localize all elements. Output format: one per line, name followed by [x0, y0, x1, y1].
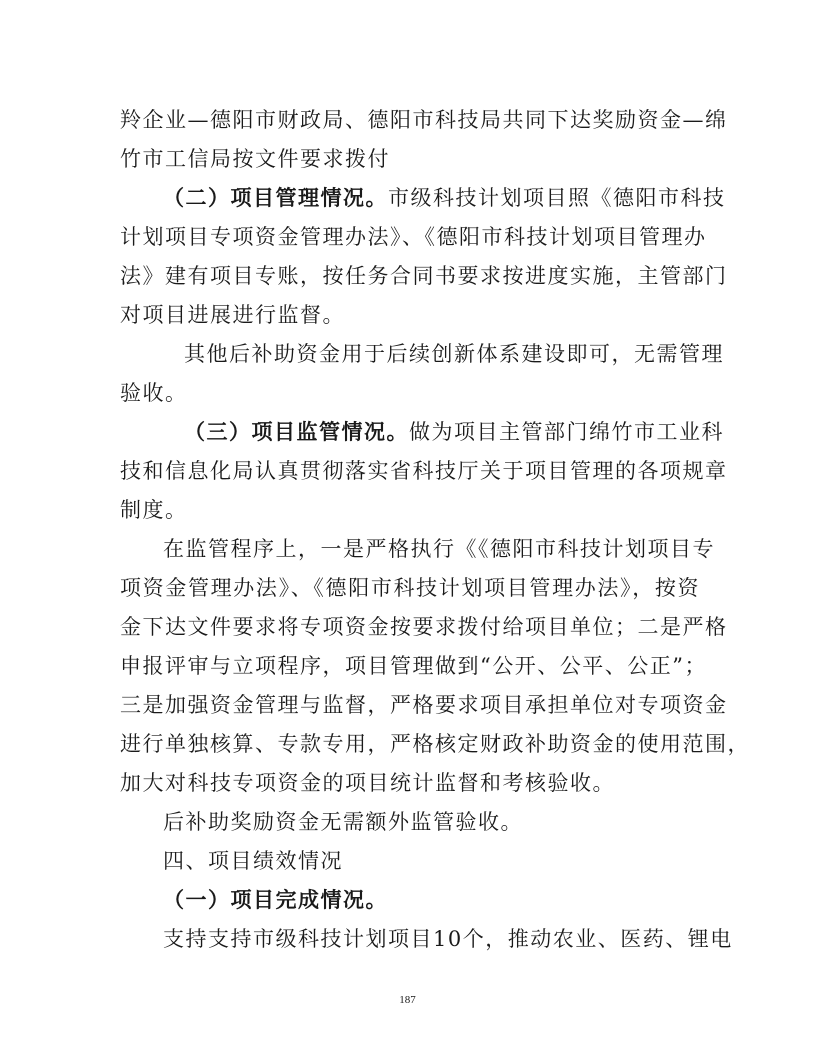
- paragraph-3-line-2: 验收。: [120, 381, 188, 405]
- paragraph-1-line-1: 羚企业—德阳市财政局、德阳市科技局共同下达奖励资金—绵: [120, 108, 728, 132]
- paragraph-5-line-6: 进行单独核算、专款专用，严格核定财政补助资金的使用范围，: [120, 732, 750, 756]
- page-number: 187: [399, 994, 416, 1006]
- paragraph-5-line-4: 申报评审与立项程序，项目管理做到“公开、公平、公正”；: [120, 654, 707, 678]
- section-heading-project-management: （二）项目管理情况。: [163, 186, 388, 210]
- paragraph-3-line-1: 其他后补助资金用于后续创新体系建设即可，无需管理: [184, 342, 724, 366]
- paragraph-2-line-2: 计划项目专项资金管理办法》、《德阳市科技计划项目管理办: [120, 225, 707, 249]
- paragraph-5-line-7: 加大对科技专项资金的项目统计监督和考核验收。: [120, 771, 615, 795]
- paragraph-2-line-3: 法》建有项目专账，按任务合同书要求按进度实施，主管部门: [120, 264, 728, 288]
- section-heading-performance: 四、项目绩效情况: [163, 849, 343, 873]
- paragraph-4-line-3: 制度。: [120, 498, 188, 522]
- paragraph-2-line-1-text: 市级科技计划项目照《德阳市科技: [388, 186, 726, 210]
- section-heading-project-completion: （一）项目完成情况。: [163, 888, 388, 912]
- paragraph-6-line-1: 后补助奖励资金无需额外监管验收。: [163, 810, 523, 834]
- paragraph-4-line-2: 技和信息化局认真贯彻落实省科技厅关于项目管理的各项规章: [120, 459, 728, 483]
- paragraph-5-line-5: 三是加强资金管理与监督，严格要求项目承担单位对专项资金: [120, 693, 728, 717]
- paragraph-5-line-3: 金下达文件要求将专项资金按要求拨付给项目单位；二是严格: [120, 615, 728, 639]
- paragraph-7-line-1: 支持支持市级科技计划项目10个，推动农业、医药、锂电: [163, 927, 733, 951]
- paragraph-1-line-2: 竹市工信局按文件要求拨付: [120, 147, 390, 171]
- paragraph-2-line-1: [163, 184, 726, 212]
- section-heading-project-supervision: （三）项目监管情况。: [184, 420, 409, 444]
- paragraph-5-line-1: 在监管程序上，一是严格执行《《德阳市科技计划项目专: [163, 537, 715, 561]
- paragraph-5-line-2: 项资金管理办法》、《德阳市科技计划项目管理办法》，按资: [120, 576, 700, 600]
- paragraph-4-line-1: [184, 418, 724, 446]
- paragraph-2-line-4: 对项目进展进行监督。: [120, 303, 345, 327]
- paragraph-4-line-1-text: 做为项目主管部门绵竹市工业科: [409, 420, 724, 444]
